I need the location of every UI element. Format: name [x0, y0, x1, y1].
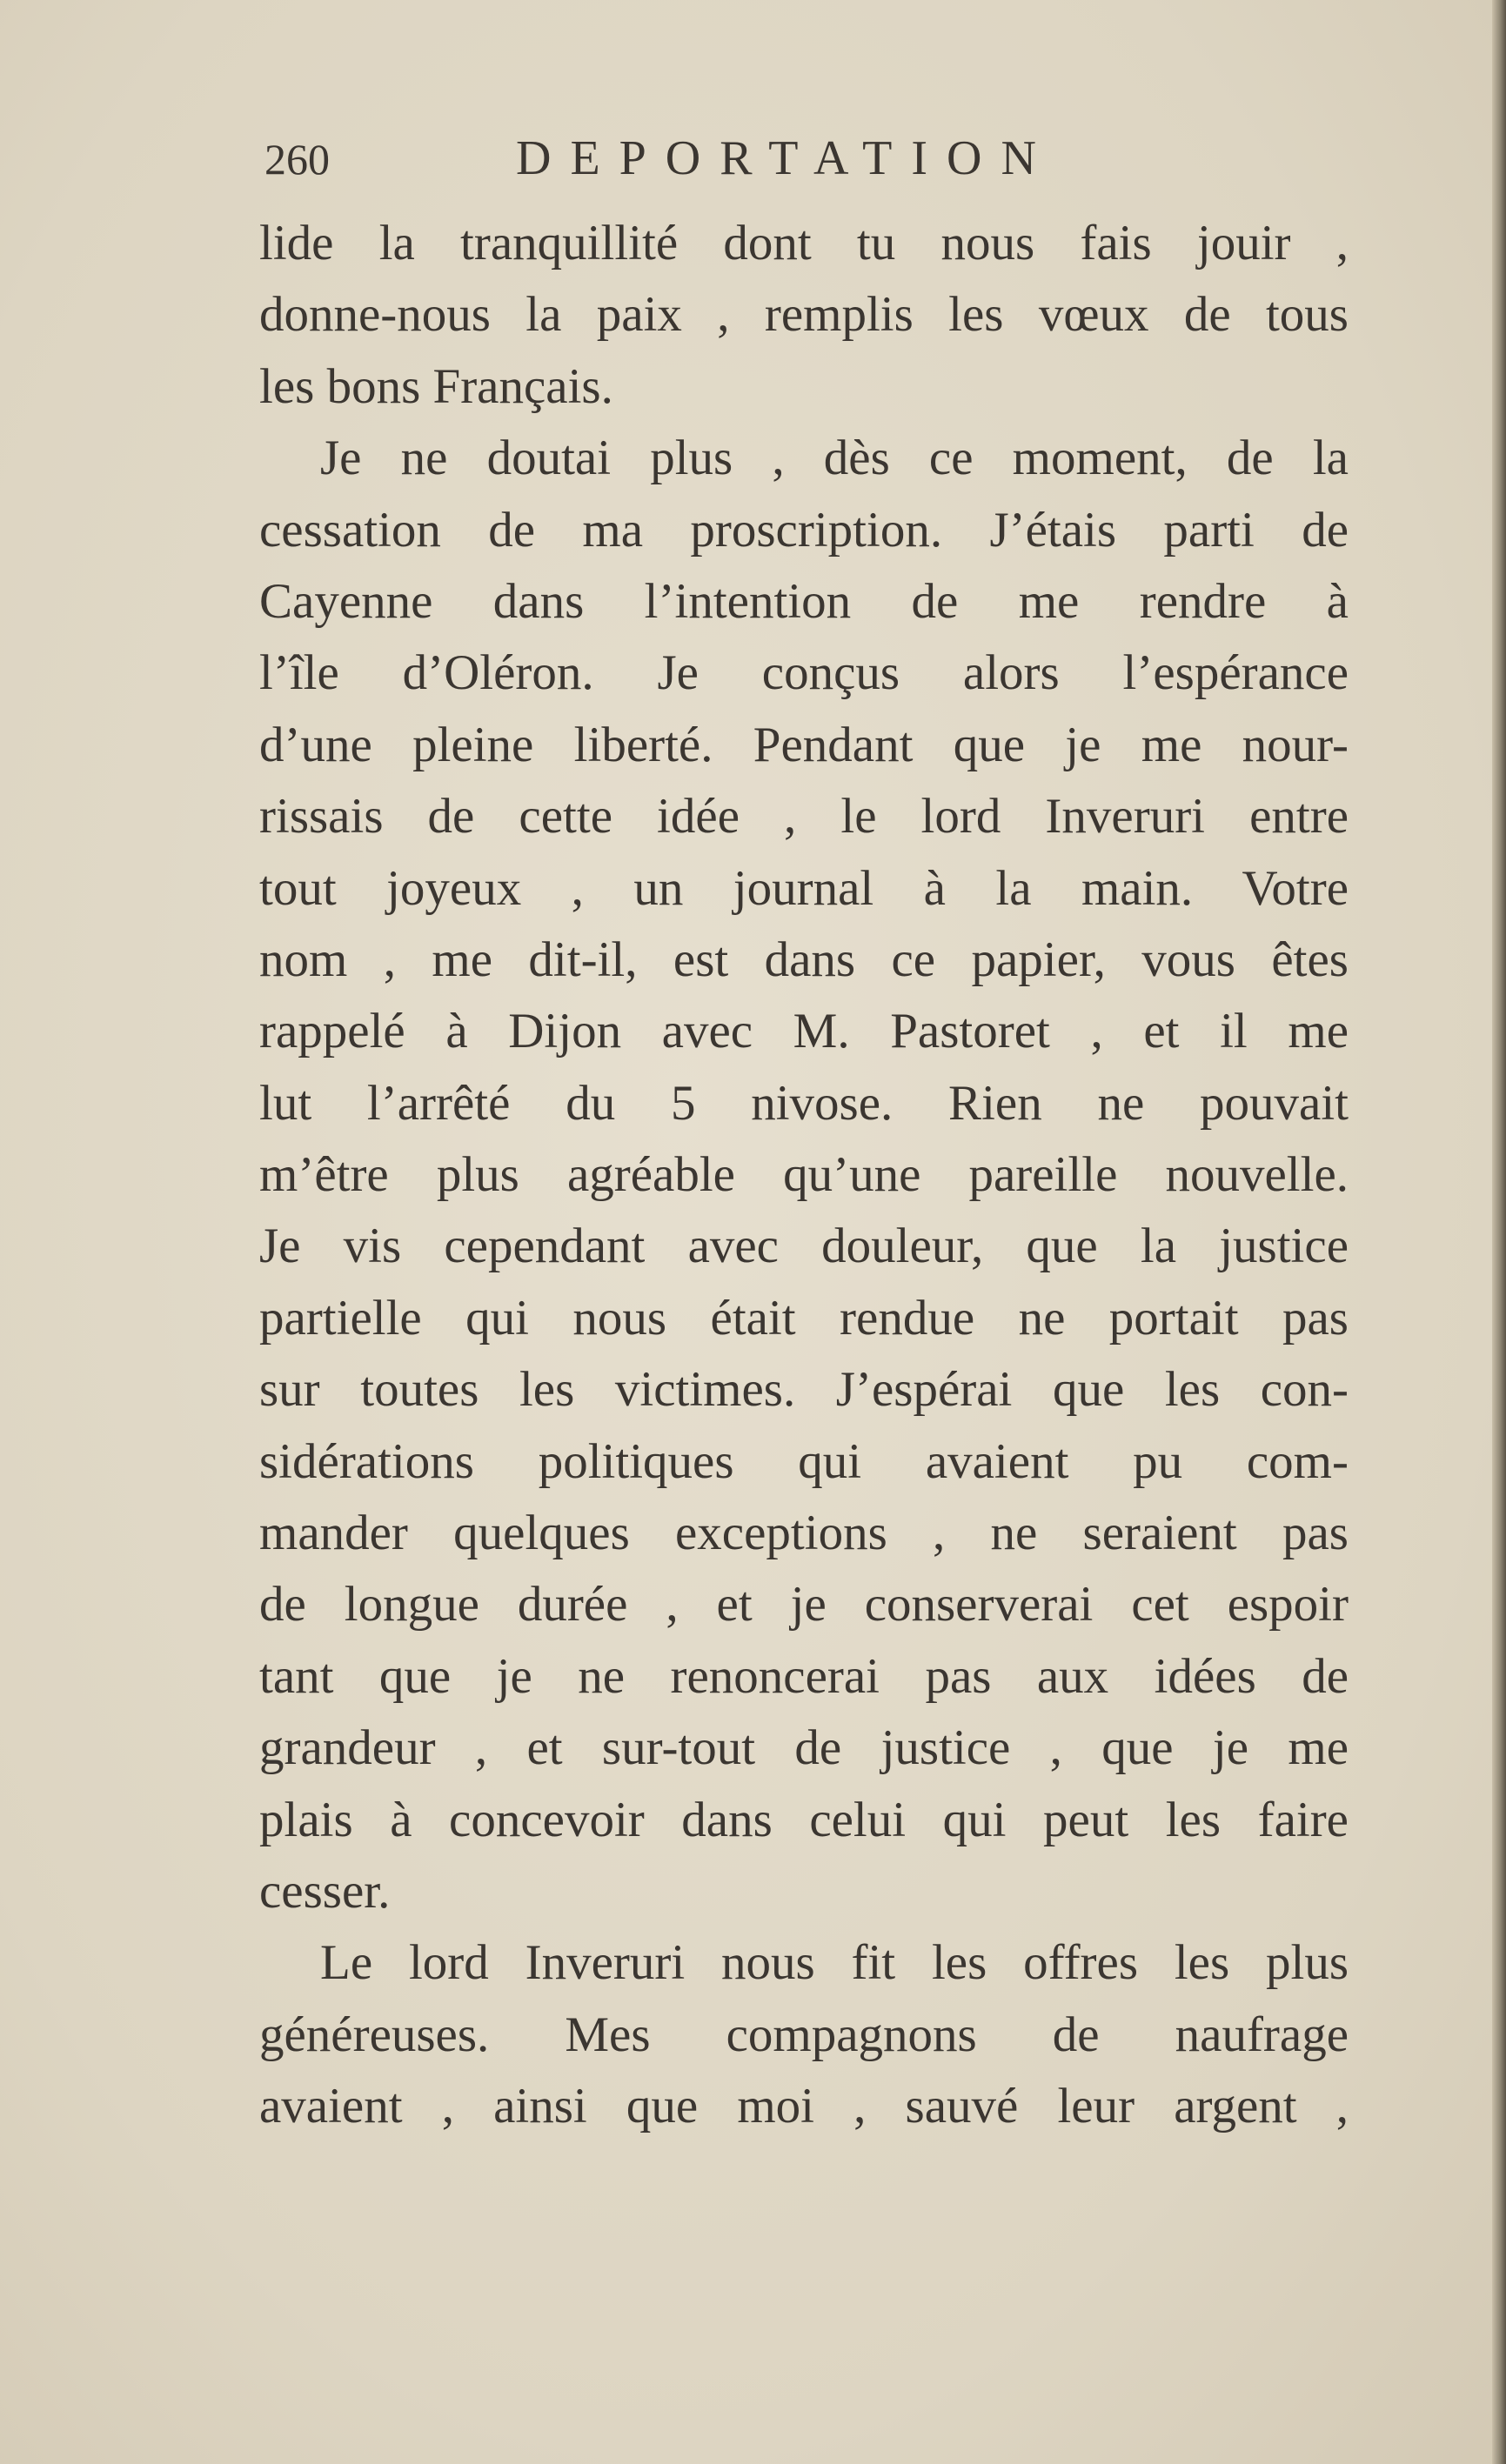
- text-line: mander quelques exceptions , ne seraient pas: [259, 1506, 1349, 1561]
- text-line: Je ne doutai plus , dès ce moment, de la: [320, 431, 1349, 486]
- page-number: 260: [264, 135, 330, 184]
- text-line: sidérations politiques qui avaient pu com-: [259, 1433, 1349, 1489]
- text-line: nom , me dit-il, est dans ce papier, vous êtes: [259, 932, 1349, 987]
- text-line: donne-nous la paix , remplis les vœux de tous: [259, 287, 1349, 343]
- text-line: les bons Français.: [259, 358, 613, 414]
- text-line: lide la tranquillité dont tu nous fais jouir ,: [259, 216, 1349, 270]
- text-line: d’une pleine liberté. Pendant que je me nour-: [259, 717, 1349, 772]
- text-line: cessation de ma proscription. J’étais parti de: [259, 502, 1349, 558]
- text-line: tout joyeux , un journal à la main. Votre: [259, 860, 1349, 916]
- page-edge-shadow: [1492, 0, 1506, 2464]
- text-line: Je vis cependant avec douleur, que la justice: [259, 1219, 1349, 1274]
- text-line: rappelé à Dijon avec M. Pastoret , et il me: [259, 1004, 1349, 1059]
- text-line: tant que je ne renoncerai pas aux idées de: [259, 1648, 1349, 1704]
- text-line: Cayenne dans l’intention de me rendre à: [259, 573, 1349, 629]
- text-line: lut l’arrêté du 5 nivose. Rien ne pouvait: [259, 1075, 1349, 1131]
- text-line: l’île d’Oléron. Je conçus alors l’espérance: [259, 645, 1349, 701]
- body-text: [259, 208, 1349, 2143]
- text-line: de longue durée , et je conserverai cet espoir: [259, 1577, 1349, 1633]
- text-line: rissais de cette idée , le lord Inveruri entre: [259, 789, 1349, 845]
- text-line: Le lord Inveruri nous fit les offres les plus: [320, 1935, 1349, 1991]
- text-line: grandeur , et sur-tout de justice , que je me: [259, 1720, 1349, 1776]
- text-line: cesser.: [259, 1863, 391, 1919]
- running-title: DEPORTATION: [516, 131, 1055, 185]
- text-line: généreuses. Mes compagnons de naufrage: [259, 2007, 1349, 2062]
- text-line: avaient , ainsi que moi , sauvé leur argent ,: [259, 2079, 1349, 2134]
- text-line: plais à concevoir dans celui qui peut les faire: [259, 1792, 1349, 1847]
- text-line: sur toutes les victimes. J’espérai que les con-: [259, 1362, 1349, 1418]
- page-header: [259, 130, 1349, 186]
- text-line: partielle qui nous était rendue ne portait pas: [259, 1290, 1349, 1346]
- text-line: m’être plus agréable qu’une pareille nouvelle.: [259, 1147, 1349, 1203]
